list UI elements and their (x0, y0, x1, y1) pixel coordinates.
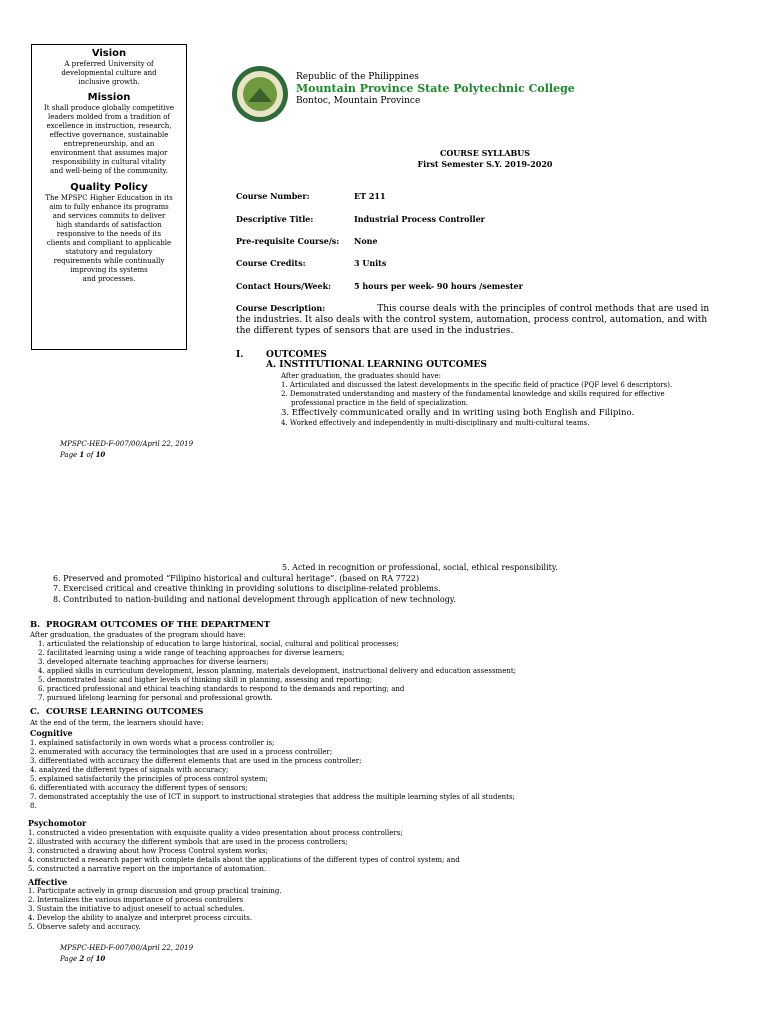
outcomes-roman: I. (236, 350, 244, 360)
descriptive-title-value: Industrial Process Controller (354, 214, 485, 224)
list-item: 8. (30, 802, 37, 810)
syllabus-title: COURSE SYLLABUS (439, 148, 531, 158)
ilo-item-5: 5. Acted in recognition or professional, social, ethical responsibility. (282, 563, 558, 572)
syllabus-semester: First Semester S.Y. 2019-2020 (417, 159, 553, 169)
po-letter: B. (30, 620, 41, 630)
ilo-list (281, 381, 741, 428)
list-item: 2. facilitated learning using a wide range of teaching approaches for diverse learners; (38, 649, 345, 657)
list-item: 1. Participate actively in group discussion and group practical training. (28, 887, 282, 895)
list-item: 7. Exercised critical and creative thinking in providing solutions to discipline-related problems. (53, 584, 441, 593)
course-description: Course Description: This course deals with the principles of control methods that are used in the industries. It also deals with the control system, automation, process control, automation, and with the different types of sensors that are used in the industries. (236, 303, 710, 336)
college-seal-logo (232, 66, 288, 122)
affective-list (28, 887, 748, 932)
list-item: 8. Contributed to nation-building and national development through application of new technology. (53, 595, 456, 604)
list-item: 3. differentiated with accuracy the different elements that are used in the process controller; (30, 757, 362, 765)
outcomes-title: OUTCOMES (266, 350, 327, 360)
list-item: 5. explained satisfactorily the principles of process control system; (30, 775, 268, 783)
list-item: 4. applied skills in curriculum development, lesson planning, materials development, instructional delivery and education assessment; (38, 667, 517, 675)
psychomotor-title: Psychomotor (28, 818, 87, 828)
list-item: 4. analyzed the different types of signals with accuracy; (30, 766, 229, 774)
quality-policy-title: Quality Policy (70, 182, 148, 193)
course-credits-value: 3 Units (354, 258, 387, 268)
list-item: 1. explained satisfactorily in own words what a process controller is; (30, 739, 275, 747)
list-item: 6. Preserved and promoted “Filipino historical and cultural heritage”. (based on RA 7722) (53, 574, 420, 583)
list-item: 5. demonstrated basic and higher levels of thinking skill in planning, assessing and reporting; (38, 676, 373, 684)
mission-title: Mission (87, 92, 131, 103)
clo-letter: C. (30, 707, 40, 717)
list-item: 3. constructed a drawing about how Process Control system works; (28, 847, 268, 855)
course-description-label: Course Description: (236, 303, 326, 313)
college-name: Mountain Province State Polytechnic College (296, 82, 575, 95)
course-credits-label: Course Credits: (236, 258, 306, 268)
cognitive-title: Cognitive (30, 728, 73, 738)
psychomotor-list (28, 829, 748, 874)
list-item: 3. Sustain the initiative to adjust oneself to actual schedules. (28, 905, 245, 913)
clo-intro: At the end of the term, the learners should have: (30, 719, 204, 727)
list-item: 4. Worked effectively and independently in multi-disciplinary and multi-cultural teams. (281, 419, 590, 427)
list-item: 1. Articulated and discussed the latest developments in the specific field of practice (PQF level 6 descriptors). (281, 381, 673, 389)
vision-mission-box (31, 44, 187, 350)
po-intro: After graduation, the graduates of the program should have: (30, 631, 246, 639)
po-list (38, 640, 738, 703)
list-item: 2. Demonstrated understanding and mastery of the fundamental knowledge and skills required for effective (281, 390, 665, 398)
ilo-title: A. INSTITUTIONAL LEARNING OUTCOMES (266, 360, 487, 370)
page-number: Page 1 of 10 (60, 450, 106, 459)
vision-title: Vision (91, 48, 127, 59)
list-item: 2. Internalizes the various importance of process controllers (28, 896, 244, 904)
page-number: Page 2 of 10 (60, 954, 106, 963)
course-number-value: ET 211 (354, 191, 386, 201)
form-code: MPSPC-HED-F-007/00/April 22, 2019 (60, 440, 194, 448)
list-item: 6. practiced professional and ethical teaching standards to respond to the demands and reporting; and (38, 685, 405, 693)
prerequisite-label: Pre-requisite Course/s: (236, 236, 340, 246)
list-item: 7. demonstrated acceptably the use of ICT in support to instructional strategies that address the multiple learning styles of all students; (30, 793, 515, 801)
affective-title: Affective (28, 877, 68, 887)
list-item: 5. Observe safety and accuracy. (28, 923, 141, 931)
list-item: 7. pursued lifelong learning for personal and professional growth. (38, 694, 273, 702)
list-item: 2. enumerated with accuracy the terminologies that are used in a process controller; (30, 748, 333, 756)
list-item: professional practice in the field of specialization. (291, 399, 469, 407)
list-item: 1. articulated the relationship of education to large historical, social, cultural and political processes; (38, 640, 399, 648)
po-title: PROGRAM OUTCOMES OF THE DEPARTMENT (46, 620, 271, 630)
republic-line: Republic of the Philippines (296, 72, 419, 82)
list-item: 4. constructed a research paper with complete details about the applications of the different types of control system; and (28, 856, 460, 864)
list-item: 3. Effectively communicated orally and in writing using both English and Filipino. (281, 408, 635, 418)
list-item: 2. illustrated with accuracy the different symbols that are used in the process controllers; (28, 838, 348, 846)
cognitive-list (30, 739, 750, 811)
list-item: 5. constructed a narrative report on the importance of automation. (28, 865, 267, 873)
prerequisite-value: None (354, 236, 378, 246)
list-item: 6. differentiated with accuracy the different types of sensors; (30, 784, 248, 792)
mission-text: It shall produce globally competitive leaders molded from a tradition of excellence in instruction, research, effective governance, sustainable entrepreneurship, and an environment that assumes major responsibility in cultural vitality and well-being of the community. (44, 104, 174, 175)
ilo-intro: After graduation, the graduates should have: (281, 372, 441, 380)
ilo-continued-list (53, 574, 613, 605)
vision-text: A preferred University of developmental culture and inclusive growth. (61, 60, 157, 86)
contact-hours-label: Contact Hours/Week: (236, 281, 332, 291)
form-code: MPSPC-HED-F-007/00/April 22, 2019 (60, 944, 194, 952)
quality-policy-text: The MPSPC Higher Education in its aim to fully enhance its programs and services commits to deliver high standards of satisfaction responsive to the needs of its clients and compliant to applicable statutory and regulatory requirements while continually improving its systems and processes. (45, 194, 173, 283)
clo-title: COURSE LEARNING OUTCOMES (46, 707, 204, 717)
list-item: 4. Develop the ability to analyze and interpret process circuits. (28, 914, 253, 922)
course-number-label: Course Number: (236, 191, 310, 201)
college-address: Bontoc, Mountain Province (296, 96, 421, 106)
list-item: 1. constructed a video presentation with exquisite quality a video presentation about process controllers; (28, 829, 403, 837)
descriptive-title-label: Descriptive Title: (236, 214, 314, 224)
contact-hours-value: 5 hours per week- 90 hours /semester (354, 281, 523, 291)
list-item: 3. developed alternate teaching approaches for diverse learners; (38, 658, 269, 666)
